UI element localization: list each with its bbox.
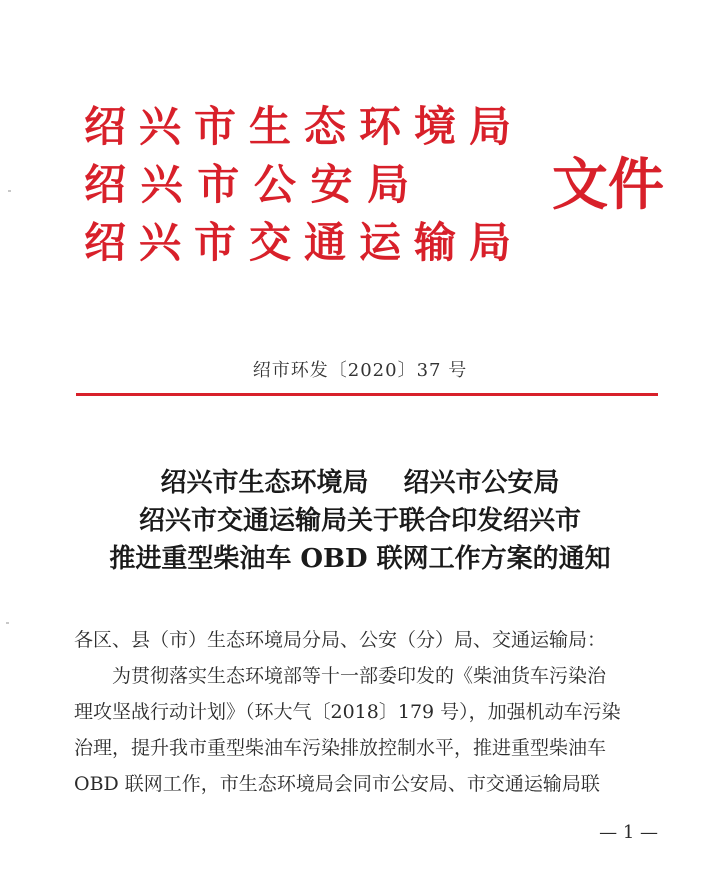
document-body <box>74 622 664 802</box>
body-line: OBD 联网工作，市生态环境局会同市公安局、市交通运输局联 <box>74 773 600 795</box>
issuer-transport-bureau: 绍兴市交通运输局 <box>84 218 525 267</box>
scan-speck <box>6 622 9 624</box>
title-line: 绍兴市生态环境局 绍兴市公安局 <box>160 468 560 498</box>
document-title <box>60 464 660 578</box>
issuing-authorities <box>84 98 544 272</box>
issuer-public-security-bureau: 绍 兴 市 公 安 局 <box>84 160 410 209</box>
title-line: 推进重型柴油车 OBD 联网工作方案的通知 <box>109 544 611 574</box>
document-suffix: 文件 <box>552 152 664 218</box>
scan-speck <box>8 190 11 192</box>
page-number: — 1 — <box>599 822 658 843</box>
document-number: 绍市环发〔2020〕37 号 <box>252 360 468 381</box>
title-line: 绍兴市交通运输局关于联合印发绍兴市 <box>138 506 581 536</box>
salutation: 各区、县（市）生态环境局分局、公安（分）局、交通运输局： <box>74 629 607 651</box>
body-line: 治理，提升我市重型柴油车污染排放控制水平，推进重型柴油车 <box>74 737 607 759</box>
body-line: 为贯彻落实生态环境部等十一部委印发的《柴油货车污染治 <box>112 665 607 687</box>
issuer-environment-bureau: 绍兴市生态环境局 <box>84 102 525 151</box>
body-line: 理攻坚战行动计划》（环大气〔2018〕179 号），加强机动车污染 <box>74 701 621 723</box>
red-divider <box>76 393 658 396</box>
